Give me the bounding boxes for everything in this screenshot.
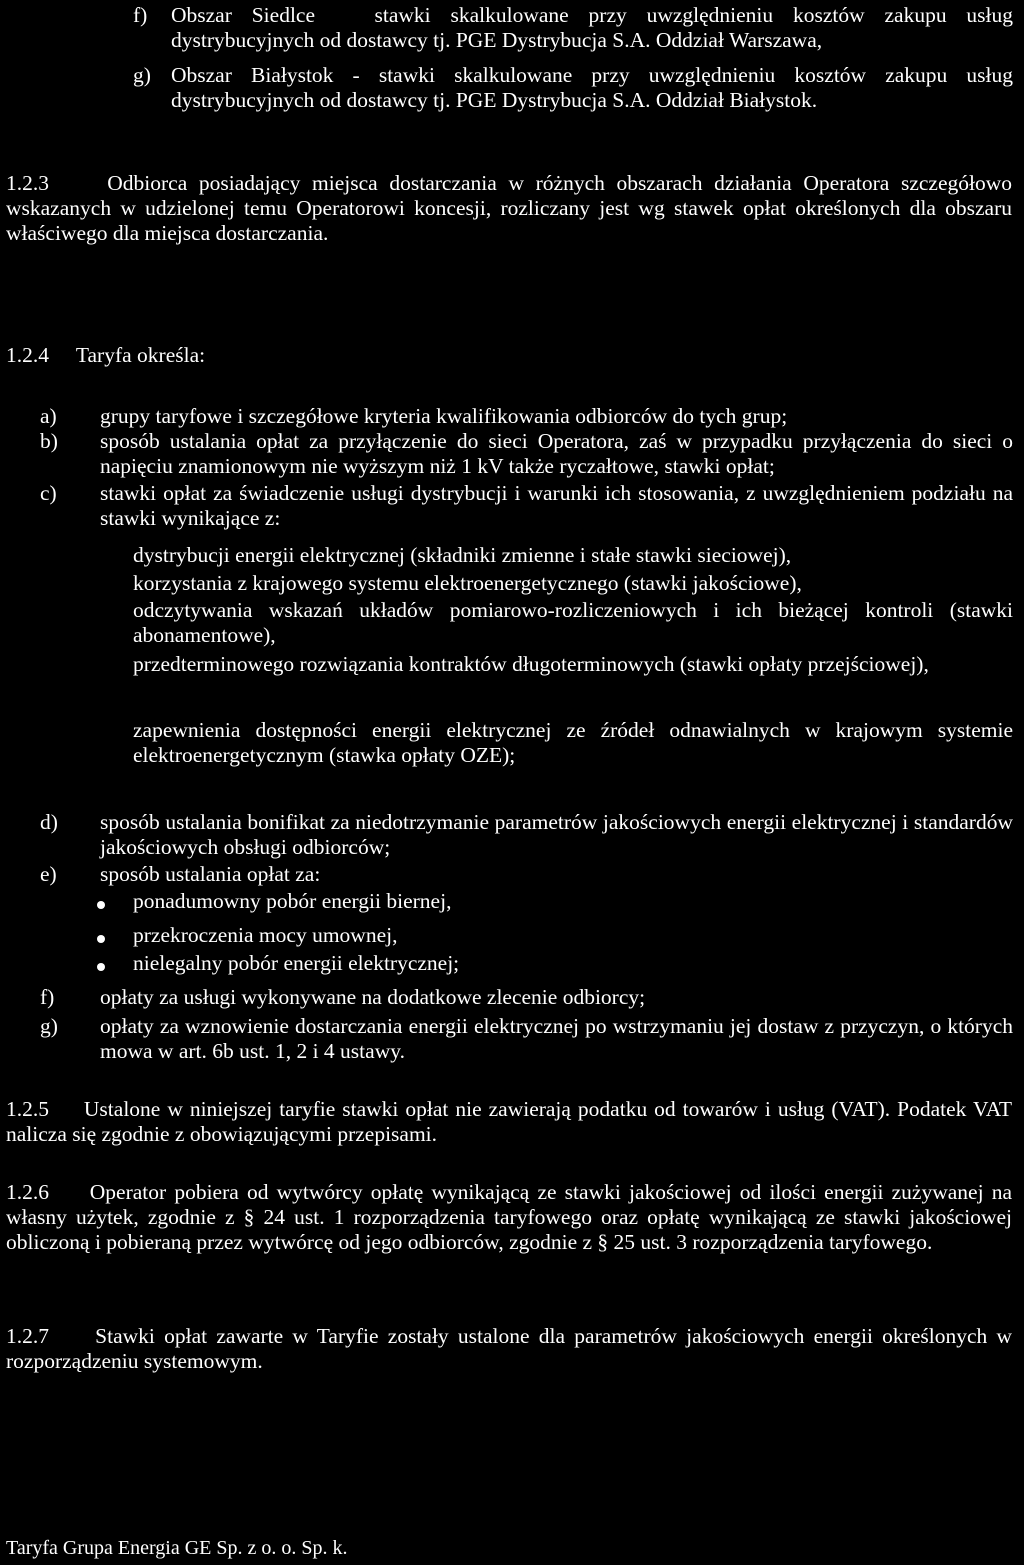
item-marker: f) — [133, 3, 148, 27]
item-line: dystrybucyjnych od dostawcy tj. PGE Dystrybucja S.A. Oddział Białystok. — [171, 88, 818, 112]
item-marker: b) — [40, 429, 58, 453]
paragraph-number: 1.2.6 — [6, 1180, 49, 1204]
paragraph-body: Ustalone w niniejszej taryfie stawki opłat nie zawierają podatku od towarów i usług (VAT). Podatek VAT nalicza się zgodnie z obowiązującymi przepisami. — [6, 1097, 1012, 1146]
paragraph-number: 1.2.7 — [6, 1324, 49, 1348]
paragraph-1-2-5 — [6, 1097, 1012, 1147]
item-marker: g) — [40, 1014, 58, 1038]
item-marker: c) — [40, 481, 57, 505]
paragraph-1-2-6 — [6, 1180, 1012, 1255]
paragraph-heading — [6, 343, 205, 368]
item-line: Obszar Siedlce stawki skalkulowane przy uwzględnieniu kosztów zakupu usług — [171, 3, 1013, 27]
item-text — [171, 3, 1013, 53]
item-marker: a) — [40, 404, 57, 428]
item-text — [171, 63, 1013, 113]
item-marker: f) — [40, 985, 55, 1009]
sub-list-item: dystrybucji energii elektrycznej (składniki zmienne i stałe stawki sieciowej), — [133, 543, 792, 567]
item-text: sposób ustalania opłat za: — [100, 862, 321, 886]
bullet-icon — [97, 935, 105, 943]
item-text: opłaty za wznowienie dostarczania energii elektrycznej po wstrzymaniu jej dostaw z przyczyn, o których mowa w art. 6b ust. 1, 2 i 4 ustawy. — [100, 1014, 1013, 1063]
paragraph-number: 1.2.4 — [6, 343, 49, 367]
paragraph-body: Stawki opłat zawarte w Taryfie zostały ustalone dla parametrów jakościowych energii określonych w rozporządzeniu systemowym. — [6, 1324, 1013, 1373]
item-marker: d) — [40, 810, 58, 834]
item-text: sposób ustalania bonifikat za niedotrzymanie parametrów jakościowych energii elektrycznej i standardów jakościowych obsługi odbiorców; — [100, 810, 1013, 859]
bullet-item: przekroczenia mocy umownej, — [133, 923, 398, 947]
item-text: sposób ustalania opłat za przyłączenie do sieci Operatora, zaś w przypadku przyłączenia do sieci o napięciu znamionowym nie wyższym niż 1 kV także ryczałtowe, stawki opłat; — [100, 429, 1013, 478]
paragraph-body: Odbiorca posiadający miejsca dostarczania w różnych obszarach działania Operatora szczegółowo wskazanych w udzielonej temu Operatorowi koncesji, rozliczany jest wg stawek opłat określonych dla obszaru właściwego dla miejsca dostarczania. — [6, 171, 1012, 245]
paragraph-1-2-7 — [6, 1324, 1012, 1374]
bullet-item: nielegalny pobór energii elektrycznej; — [133, 951, 460, 975]
page-footer: Taryfa Grupa Energia GE Sp. z o. o. Sp. k. — [6, 1537, 348, 1559]
item-line: Obszar Białystok - stawki skalkulowane przy uwzględnieniu kosztów zakupu usług — [171, 63, 1013, 87]
item-text: opłaty za usługi wykonywane na dodatkowe zlecenie odbiorcy; — [100, 985, 646, 1009]
paragraph-number: 1.2.5 — [6, 1097, 49, 1121]
item-marker: g) — [133, 63, 151, 87]
paragraph-number: 1.2.3 — [6, 171, 49, 195]
paragraph-body: Operator pobiera od wytwórcy opłatę wynikającą ze stawki jakościowej od ilości energii zużywanej na własny użytek, zgodnie z § 24 ust. 1 rozporządzenia taryfowego oraz opłatę wynikającą ze stawki jakościowej obliczoną i pobieraną przez wytwórcę od jego odbiorców, zgodnie z § 25 ust. 3 rozporządzenia taryfowego. — [6, 1180, 1013, 1254]
paragraph-heading-text: Taryfa określa: — [75, 343, 206, 367]
item-text: grupy taryfowe i szczegółowe kryteria kwalifikowania odbiorców do tych grup; — [100, 404, 788, 428]
sub-list-item: odczytywania wskazań układów pomiarowo-rozliczeniowych i ich bieżącej kontroli (stawki abonamentowe), — [133, 598, 1013, 647]
item-line: dystrybucyjnych od dostawcy tj. PGE Dystrybucja S.A. Oddział Warszawa, — [171, 28, 823, 52]
item-marker: e) — [40, 862, 57, 886]
bullet-item: ponadumowny pobór energii biernej, — [133, 889, 452, 913]
bullet-icon — [97, 901, 105, 909]
item-text: stawki opłat za świadczenie usługi dystrybucji i warunki ich stosowania, z uwzględnieniem podziału na stawki wynikające z: — [100, 481, 1013, 530]
sub-list-item: zapewnienia dostępności energii elektrycznej ze źródeł odnawialnych w krajowym systemie elektroenergetycznym (stawka opłaty OZE); — [133, 718, 1013, 767]
sub-list-item: przedterminowego rozwiązania kontraktów długoterminowych (stawki opłaty przejściowej), — [133, 652, 929, 676]
sub-list-item: korzystania z krajowego systemu elektroenergetycznego (stawki jakościowe), — [133, 571, 802, 595]
paragraph-text — [6, 171, 1012, 246]
bullet-icon — [97, 963, 105, 971]
